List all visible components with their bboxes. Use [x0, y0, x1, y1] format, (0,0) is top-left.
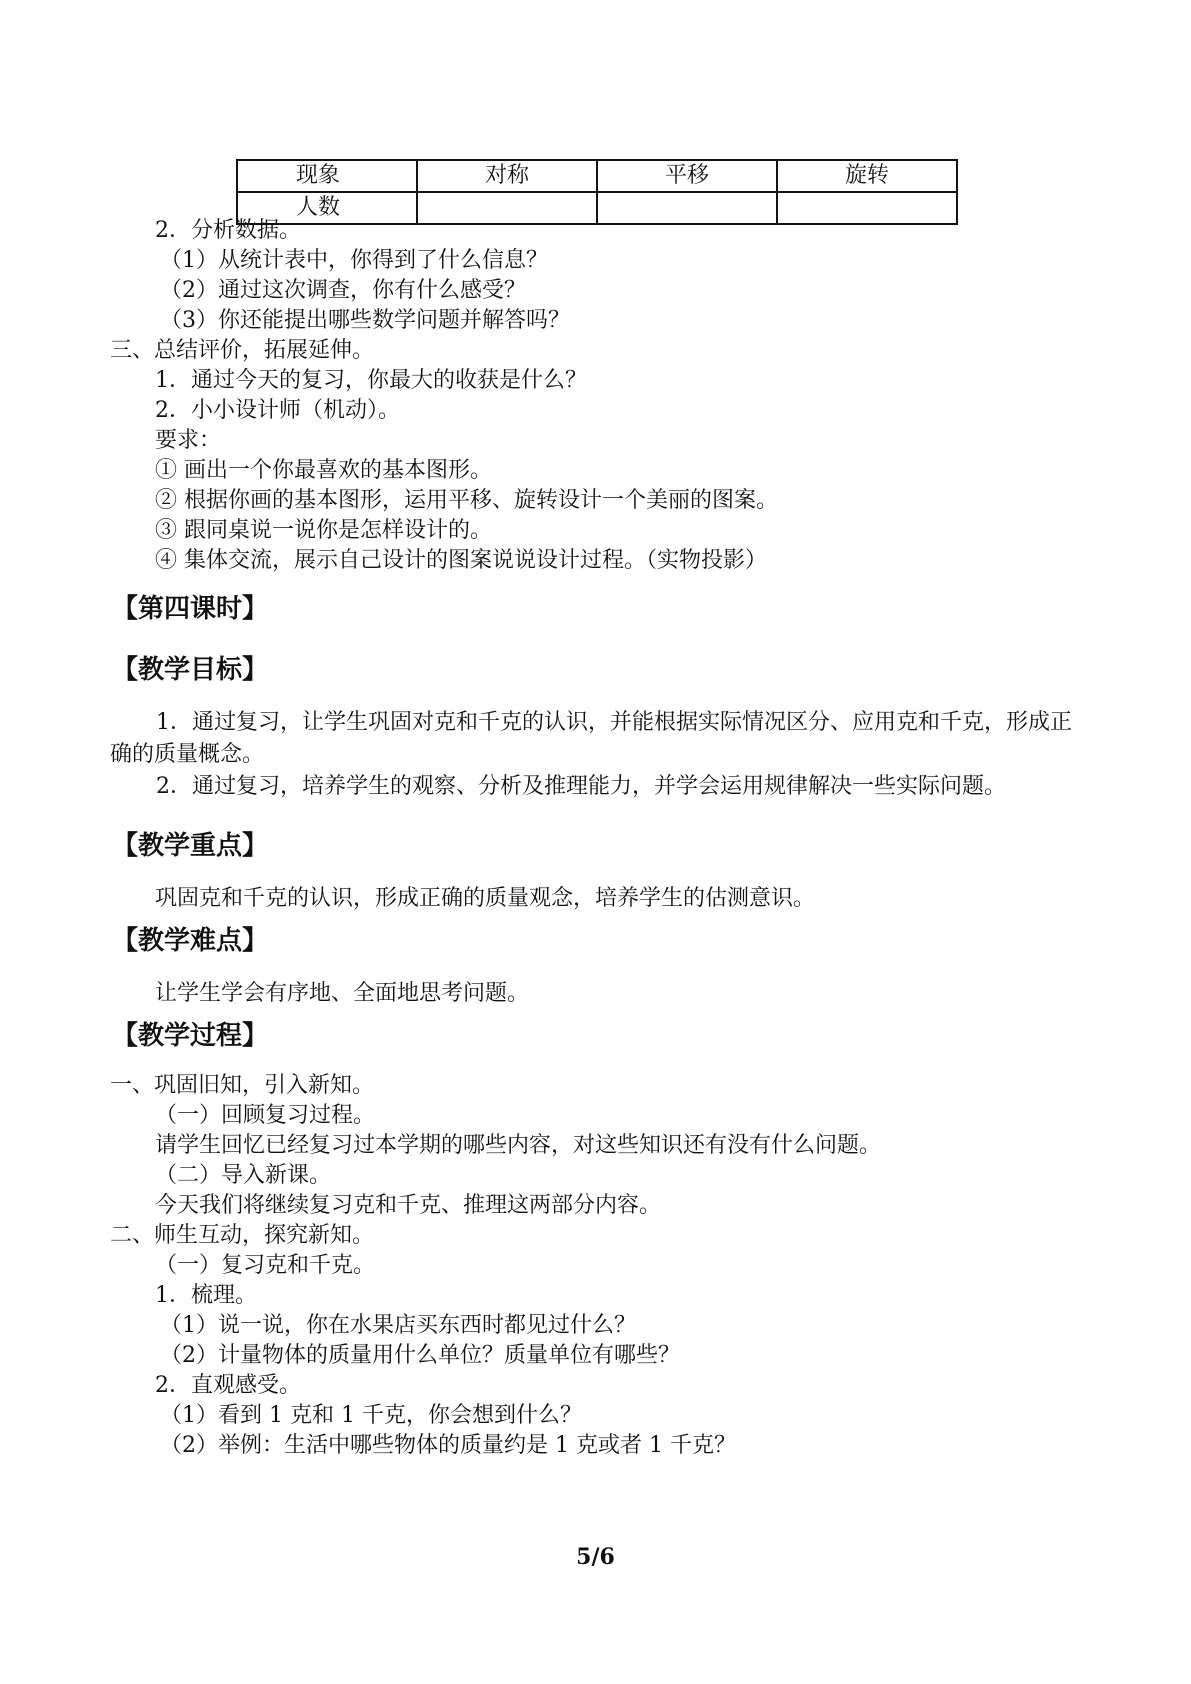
table-cell: 现象	[237, 160, 417, 192]
table-cell: 人数	[237, 192, 417, 224]
section-title: 二、师生互动，探究新知。	[110, 1223, 375, 1248]
text-line: （1）从统计表中，你得到了什么信息？	[160, 248, 548, 273]
text-line: 要求：	[155, 428, 222, 453]
text-line: 今天我们将继续复习克和千克、推理这两部分内容。	[155, 1193, 662, 1218]
table-cell	[777, 192, 957, 224]
text-line: 2．分析数据。	[155, 218, 301, 243]
table-cell	[417, 192, 597, 224]
survey-table	[236, 159, 958, 225]
text-line: （3）你还能提出哪些数学问题并解答吗？	[160, 308, 570, 333]
text-line: （二）导入新课。	[155, 1163, 332, 1188]
page-number: 5/6	[576, 1544, 615, 1570]
objectives-heading: 【教学目标】	[112, 655, 269, 685]
text-line: ② 根据你画的基本图形，运用平移、旋转设计一个美丽的图案。	[155, 488, 778, 513]
lesson-heading: 【第四课时】	[112, 594, 269, 624]
text-line: （2）通过这次调查，你有什么感受？	[160, 278, 526, 303]
process-heading: 【教学过程】	[112, 1021, 269, 1051]
key-points-heading: 【教学重点】	[112, 831, 269, 861]
text-line: ③ 跟同桌说一说你是怎样设计的。	[155, 518, 492, 543]
text-line: （一）回顾复习过程。	[155, 1103, 376, 1128]
text-line: 1．梳理。	[155, 1283, 257, 1308]
text-line: ④ 集体交流，展示自己设计的图案说说设计过程。（实物投影）	[155, 548, 767, 573]
text-line: （一）复习克和千克。	[155, 1253, 376, 1278]
table-row	[237, 192, 957, 224]
table-cell	[597, 192, 777, 224]
text-line: 2．小小设计师（机动）。	[155, 398, 400, 423]
key-points-text: 巩固克和千克的认识，形成正确的质量观念，培养学生的估测意识。	[155, 886, 816, 911]
text-line: （2）举例：生活中哪些物体的质量约是 1 克或者 1 千克？	[160, 1433, 736, 1458]
table-cell: 旋转	[777, 160, 957, 192]
text-line: 1．通过今天的复习，你最大的收获是什么？	[155, 368, 587, 393]
text-line: （1）说一说，你在水果店买东西时都见过什么？	[160, 1313, 636, 1338]
text-line: 2．直观感受。	[155, 1373, 301, 1398]
table-header-row	[237, 160, 957, 192]
text-line: ① 画出一个你最喜欢的基本图形。	[155, 458, 492, 483]
section-title: 三、总结评价，拓展延伸。	[110, 338, 375, 363]
text-line: （1）看到 1 克和 1 千克，你会想到什么？	[160, 1403, 582, 1428]
difficulties-heading: 【教学难点】	[112, 926, 269, 956]
section-title: 一、巩固旧知，引入新知。	[110, 1073, 375, 1098]
objective-paragraph: 1．通过复习，让学生巩固对克和千克的认识，并能根据实际情况区分、应用克和千克，形成正确的质量概念。	[110, 710, 1073, 767]
text-line: （2）计量物体的质量用什么单位？质量单位有哪些？	[160, 1343, 680, 1368]
text-line: 请学生回忆已经复习过本学期的哪些内容，对这些知识还有没有什么问题。	[155, 1133, 882, 1158]
difficulties-text: 让学生学会有序地、全面地思考问题。	[155, 981, 530, 1006]
objective-paragraph: 2．通过复习，培养学生的观察、分析及推理能力，并学会运用规律解决一些实际问题。	[156, 774, 1006, 799]
table-cell: 平移	[597, 160, 777, 192]
table-cell: 对称	[417, 160, 597, 192]
